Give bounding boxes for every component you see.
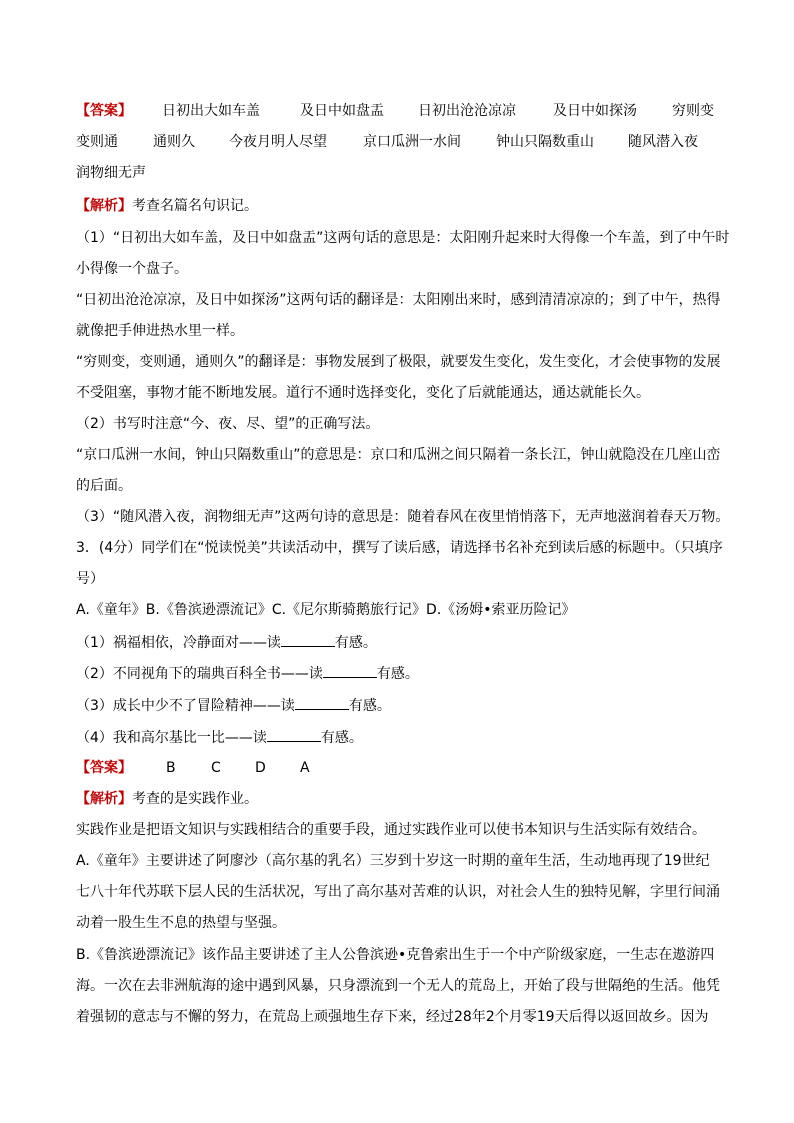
answer-item: 通则久 [153,134,195,150]
analysis-line: B.《鲁滨逊漂流记》该作品主要讲述了主人公鲁滨逊•克鲁索出生于一个中产阶级家庭，一生志在遨游四 [76,947,715,963]
answer-item: A [300,760,310,776]
analysis-line: “京口瓜洲一水间，钟山只隔数重山”的意思是：京口和瓜洲之间只隔着一条长江，钟山就隐没在几座山峦 [76,447,721,463]
analysis-line: “穷则变，变则通，通则久”的翻译是：事物发展到了极限，就要发生变化，发生变化，才会使事物的发展 [76,354,721,370]
answer-item: C [211,760,221,776]
sub-question-3 [76,695,726,716]
sub-question-suffix: 有感。 [376,666,419,682]
answer-row-1 [76,101,726,121]
answer-row-2 [76,132,726,152]
answer-item: 变则通 [76,134,118,150]
sub-question-suffix: 有感。 [348,698,391,714]
analysis-line: 动着一股生生不息的热望与坚强。 [76,915,286,931]
answer-item: 及日中如盘盂 [300,103,384,119]
analysis-line: 就像把手伸进热水里一样。 [76,323,244,339]
sub-question-text: （4）我和高尔基比一比——读 [76,730,267,746]
question-options: A.《童年》B.《鲁滨逊漂流记》C.《尼尔斯骑鹅旅行记》D.《汤姆•索亚历险记》 [76,602,576,618]
analysis-heading [76,196,726,216]
sub-question-text: （1）祸福相依，冷静面对——读 [76,635,281,651]
sub-question-suffix: 有感。 [334,635,377,651]
answer-blank[interactable] [281,632,335,647]
answer-blank[interactable] [295,695,349,710]
answer-row-3 [76,163,726,183]
analysis-tag: 【解析】 [76,791,132,807]
sub-question-4 [76,727,726,748]
analysis-line: A.《童年》主要讲述了阿廖沙（高尔基的乳名）三岁到十岁这一时期的童年生活，生动地再现了19世纪 [76,853,710,869]
analysis-line: 着强韧的意志与不懈的努力，在荒岛上顽强地生存下来，经过28年2个月零19天后得以返回故乡。因为 [76,1009,709,1025]
sub-question-text: （2）不同视角下的瑞典百科全书——读 [76,666,323,682]
answer-item: 京口瓜洲一水间 [363,134,461,150]
analysis-lead: 考查名篇名句识记。 [132,198,258,214]
answer-item: 今夜月明人尽望 [229,134,327,150]
question-stem: 3．(4分）同学们在“悦读悦美”共读活动中，撰写了读后感，请选择书名补充到读后感的标题中。（只填序 [76,540,723,556]
sub-question-suffix: 有感。 [320,730,363,746]
answer-item: D [255,760,266,776]
analysis-heading [76,789,726,809]
sub-question-text: （3）成长中少不了冒险精神——读 [76,698,295,714]
answer-item: 钟山只隔数重山 [496,134,594,150]
analysis-line: 实践作业是把语文知识与实践相结合的重要手段，通过实践作业可以使书本知识与生活实际有效结合。 [76,822,706,838]
answer-item: 及日中如探汤 [553,103,637,119]
analysis-tag: 【解析】 [76,198,132,214]
answer-item: 日初出沧沧凉凉 [418,103,516,119]
analysis-line: 不受阻塞，事物才能不断地发展。道行不通时选择变化，变化了后就能通达，通达就能长久。 [76,385,650,401]
answer-item: 穷则变 [672,103,714,119]
question-stem: 号） [76,571,104,587]
analysis-line: 七八十年代苏联下层人民的生活状况，写出了高尔基对苦难的认识，对社会人生的独特见解，字里行间涌 [76,884,720,900]
analysis-line: （1）“日初出大如车盖，及日中如盘盂”这两句话的意思是：太阳刚升起来时大得像一个车盖，到了中午时 [76,230,730,246]
answer-item: B [166,760,176,776]
answer-item: 润物细无声 [76,165,146,181]
sub-question-1 [76,632,726,653]
answer-item: 随风潜入夜 [628,134,698,150]
answer-row-q3 [76,758,726,778]
answer-item: 日初出大如车盖 [162,103,260,119]
analysis-line: 海。一次在去非洲航海的途中遇到风暴，只身漂流到一个无人的荒岛上，开始了段与世隔绝的生活。他凭 [76,978,720,994]
analysis-line: （2）书写时注意“今、夜、尽、望”的正确写法。 [76,416,380,432]
analysis-line: （3）“随风潜入夜，润物细无声”这两句诗的意思是：随着春风在夜里悄悄落下，无声地滋润着春天万物。 [76,509,730,525]
answer-blank[interactable] [267,727,321,742]
analysis-lead: 考查的是实践作业。 [132,791,258,807]
analysis-line: 的后面。 [76,478,132,494]
analysis-line: “日初出沧沧凉凉，及日中如探汤”这两句话的翻译是：太阳刚出来时，感到清清凉凉的；到了中午，热得 [76,292,721,308]
sub-question-2 [76,663,726,684]
answer-blank[interactable] [323,663,377,678]
answer-tag: 【答案】 [76,103,132,119]
answer-tag: 【答案】 [76,760,132,776]
analysis-line: 小得像一个盘子。 [76,261,188,277]
